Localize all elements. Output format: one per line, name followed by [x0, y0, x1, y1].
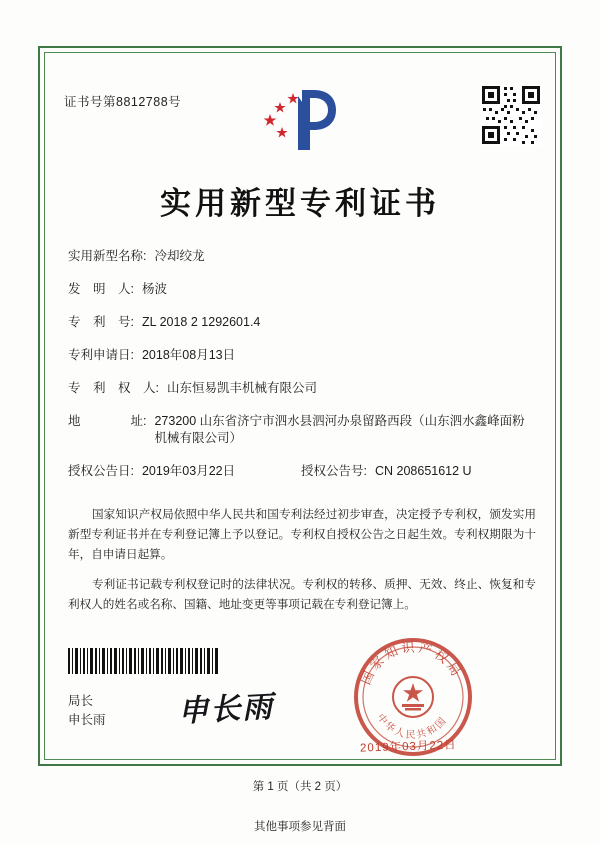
seal-date: 2019年03月22日 [359, 739, 457, 755]
grant-date-label: 授权公告日: [68, 464, 134, 478]
field-value: ZL 2018 2 1292601.4 [141, 315, 261, 329]
barcode [68, 648, 218, 674]
page-number: 第 1 页（共 2 页） [252, 781, 348, 793]
qr-code-icon [480, 84, 542, 146]
field-value: 273200 山东省济宁市泗水县泗河办泉留路西段（山东泗水鑫峰面粉机械有限公司） [154, 414, 525, 445]
svg-text:国家知识产权局 [359, 640, 465, 687]
grant-row [68, 463, 534, 480]
field-label: 地 址: [68, 414, 147, 428]
field-row [68, 380, 534, 397]
grant-number-value: CN 208651612 U [374, 464, 472, 478]
footer-note: 其他事项参见背面 [254, 821, 346, 833]
field-label: 实用新型名称: [68, 249, 147, 263]
field-label: 专 利 号: [68, 315, 134, 329]
seal-bottom-text: 中华人民共和国 [374, 712, 450, 742]
grant-date [68, 463, 301, 480]
grant-date-value: 2019年03月22日 [141, 464, 236, 478]
field-list [68, 248, 534, 490]
grant-number-label: 授权公告号: [301, 464, 367, 478]
seal-top-text: 国家知识产权局 [358, 640, 465, 688]
signature-labels [68, 692, 106, 730]
field-row [68, 281, 534, 298]
paragraph: 专利证书记载专利权登记时的法律状况。专利权的转移、质押、无效、终止、恢复和专利权人的姓名或名称、国籍、地址变更等事项记载在专利登记簿上。 [68, 578, 536, 611]
signature-title: 局长 [68, 694, 94, 708]
sipo-logo-icon [262, 84, 340, 156]
field-value: 2018年08月13日 [141, 348, 236, 362]
field-label: 专利申请日: [68, 348, 134, 362]
grant-number [301, 463, 534, 480]
field-label: 专 利 权 人: [68, 381, 159, 395]
field-value: 山东恒易凯丰机械有限公司 [166, 381, 317, 395]
field-value: 杨波 [141, 282, 167, 296]
certificate-number: 证书号第8812788号 [64, 95, 182, 109]
handwritten-signature: 申长雨 [177, 689, 276, 730]
field-row [68, 347, 534, 364]
field-value: 冷却绞龙 [154, 249, 205, 263]
signature-name: 申长雨 [68, 713, 106, 727]
legal-text [68, 505, 536, 625]
paragraph: 国家知识产权局依照中华人民共和国专利法经过初步审查，决定授予专利权，颁发实用新型专利证书并在专利登记簿上予以登记。专利权自授权公告之日起生效。专利权期限为十年，自申请日起算。 [68, 508, 536, 561]
document-title: 实用新型专利证书 [160, 186, 440, 222]
field-row [68, 413, 534, 447]
field-label: 发 明 人: [68, 282, 134, 296]
field-row [68, 248, 534, 265]
field-row [68, 314, 534, 331]
